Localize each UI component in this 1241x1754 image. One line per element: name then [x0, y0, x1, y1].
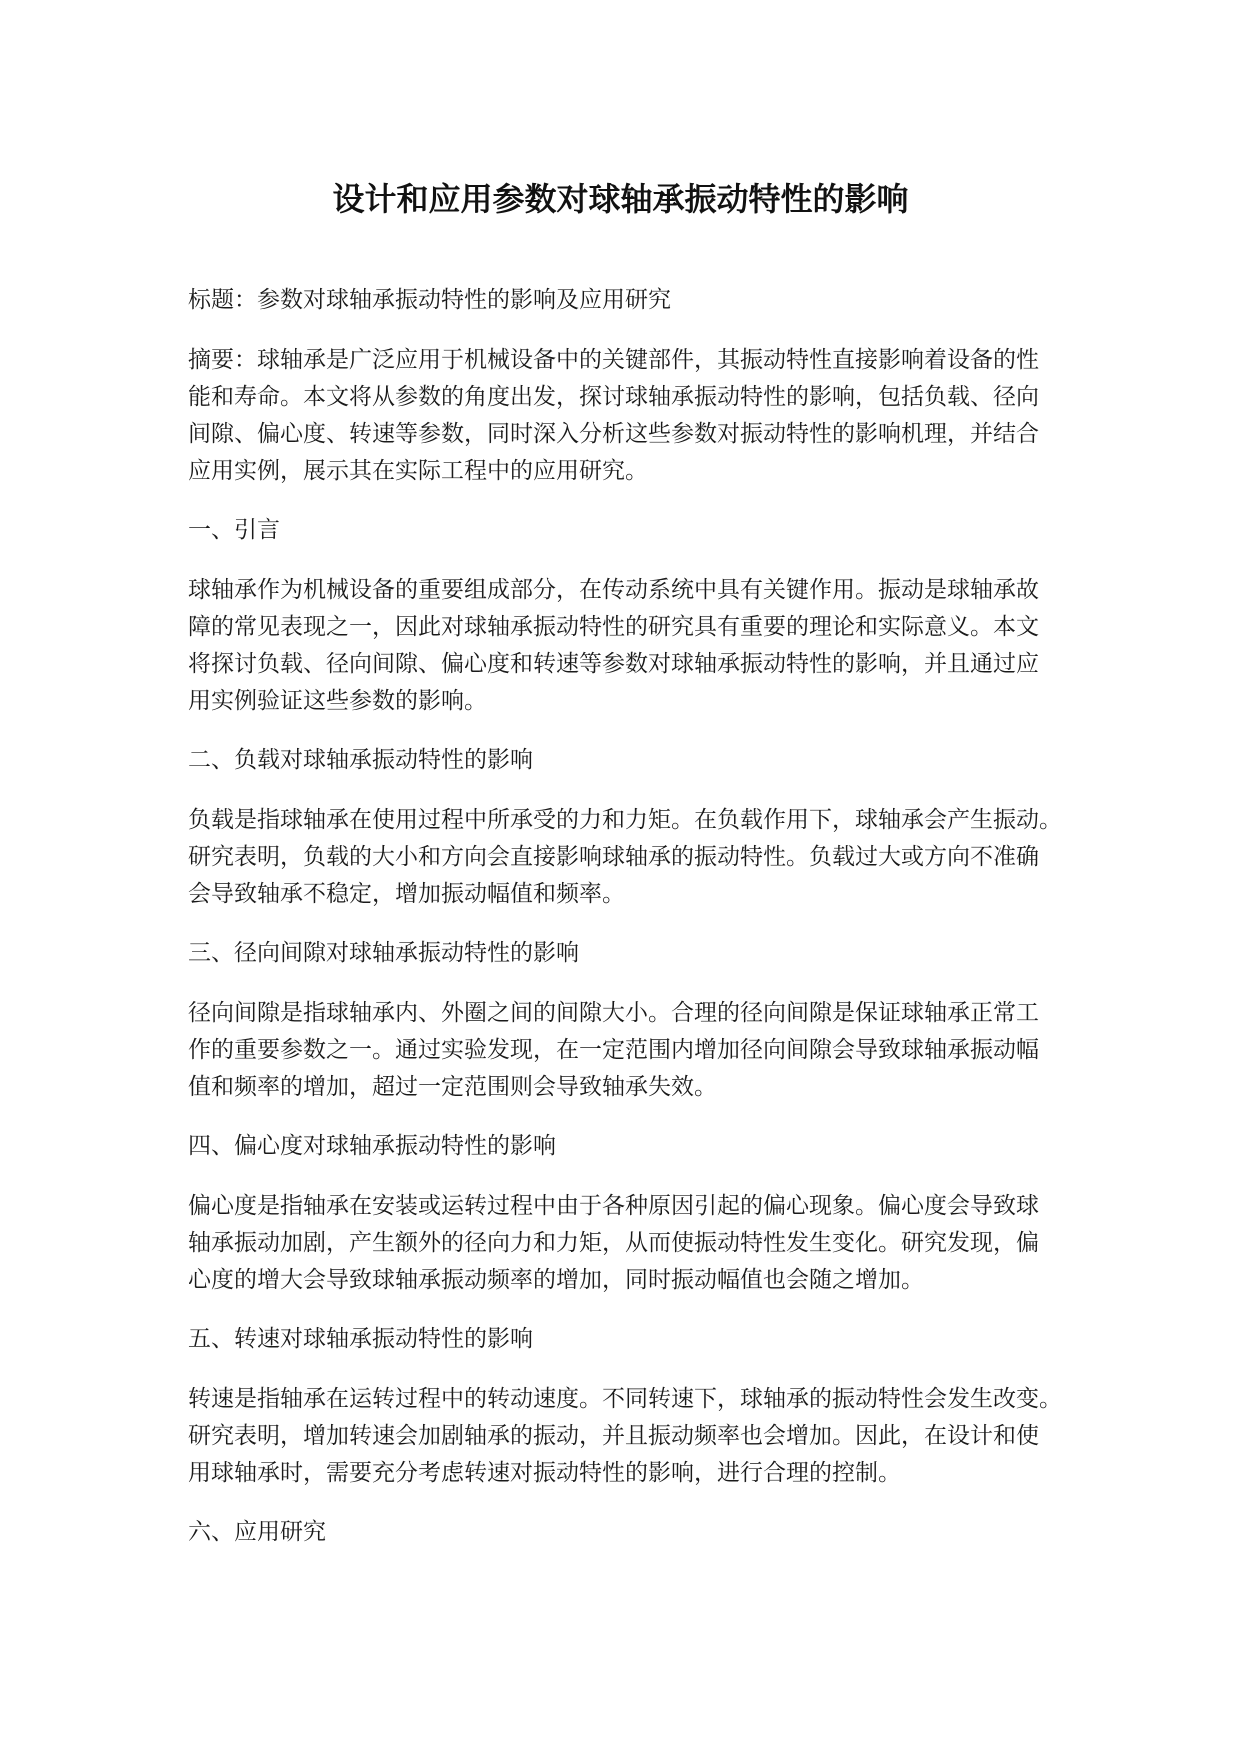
section-paragraph-radial-clearance — [188, 995, 1068, 1106]
paragraph-line: 轴承振动加剧，产生额外的径向力和力矩，从而使振动特性发生变化。研究发现，偏 — [188, 1230, 1039, 1256]
document-body — [188, 282, 1068, 1574]
paragraph-line: 用球轴承时，需要充分考虑转速对振动特性的影响，进行合理的控制。 — [188, 1460, 901, 1486]
paragraph-line: 研究表明，负载的大小和方向会直接影响球轴承的振动特性。负载过大或方向不准确 — [188, 844, 1039, 870]
paragraph-line: 心度的增大会导致球轴承振动频率的增加，同时振动幅值也会随之增加。 — [188, 1267, 924, 1293]
section-heading-introduction: 一、引言 — [188, 517, 280, 543]
paragraph-line: 用实例验证这些参数的影响。 — [188, 688, 487, 714]
paragraph-line: 偏心度是指轴承在安装或运转过程中由于各种原因引起的偏心现象。偏心度会导致球 — [188, 1193, 1039, 1219]
paragraph-line: 球轴承作为机械设备的重要组成部分，在传动系统中具有关键作用。振动是球轴承故 — [188, 577, 1039, 603]
abstract-line: 应用实例，展示其在实际工程中的应用研究。 — [188, 458, 648, 484]
section-paragraph-eccentricity — [188, 1188, 1068, 1299]
abstract-line: 能和寿命。本文将从参数的角度出发，探讨球轴承振动特性的影响，包括负载、径向 — [188, 384, 1039, 410]
paragraph-line: 值和频率的增加，超过一定范围则会导致轴承失效。 — [188, 1074, 717, 1100]
paragraph-line: 会导致轴承不稳定，增加振动幅值和频率。 — [188, 881, 625, 907]
abstract-paragraph — [188, 342, 1068, 490]
section-heading-load: 二、负载对球轴承振动特性的影响 — [188, 747, 533, 773]
paragraph-line: 转速是指轴承在运转过程中的转动速度。不同转速下，球轴承的振动特性会发生改变。 — [188, 1386, 1062, 1412]
section-heading-application: 六、应用研究 — [188, 1519, 326, 1545]
paragraph-line: 研究表明，增加转速会加剧轴承的振动，并且振动频率也会增加。因此，在设计和使 — [188, 1423, 1039, 1449]
abstract-line: 摘要：球轴承是广泛应用于机械设备中的关键部件，其振动特性直接影响着设备的性 — [188, 347, 1039, 373]
document-title: 设计和应用参数对球轴承振动特性的影响 — [332, 180, 909, 218]
section-paragraph-load — [188, 802, 1068, 913]
paragraph-line: 将探讨负载、径向间隙、偏心度和转速等参数对球轴承振动特性的影响，并且通过应 — [188, 651, 1039, 677]
abstract-line: 间隙、偏心度、转速等参数，同时深入分析这些参数对振动特性的影响机理，并结合 — [188, 421, 1039, 447]
paragraph-line: 径向间隙是指球轴承内、外圈之间的间隙大小。合理的径向间隙是保证球轴承正常工 — [188, 1000, 1039, 1026]
paragraph-line: 作的重要参数之一。通过实验发现，在一定范围内增加径向间隙会导致球轴承振动幅 — [188, 1037, 1039, 1063]
section-paragraph-introduction — [188, 572, 1068, 720]
section-heading-eccentricity: 四、偏心度对球轴承振动特性的影响 — [188, 1133, 556, 1159]
paragraph-line: 负载是指球轴承在使用过程中所承受的力和力矩。在负载作用下，球轴承会产生振动。 — [188, 807, 1062, 833]
document-subtitle: 标题：参数对球轴承振动特性的影响及应用研究 — [188, 287, 671, 313]
paragraph-line: 障的常见表现之一，因此对球轴承振动特性的研究具有重要的理论和实际意义。本文 — [188, 614, 1039, 640]
section-heading-radial-clearance: 三、径向间隙对球轴承振动特性的影响 — [188, 940, 579, 966]
section-paragraph-speed — [188, 1381, 1068, 1492]
section-heading-speed: 五、转速对球轴承振动特性的影响 — [188, 1326, 533, 1352]
